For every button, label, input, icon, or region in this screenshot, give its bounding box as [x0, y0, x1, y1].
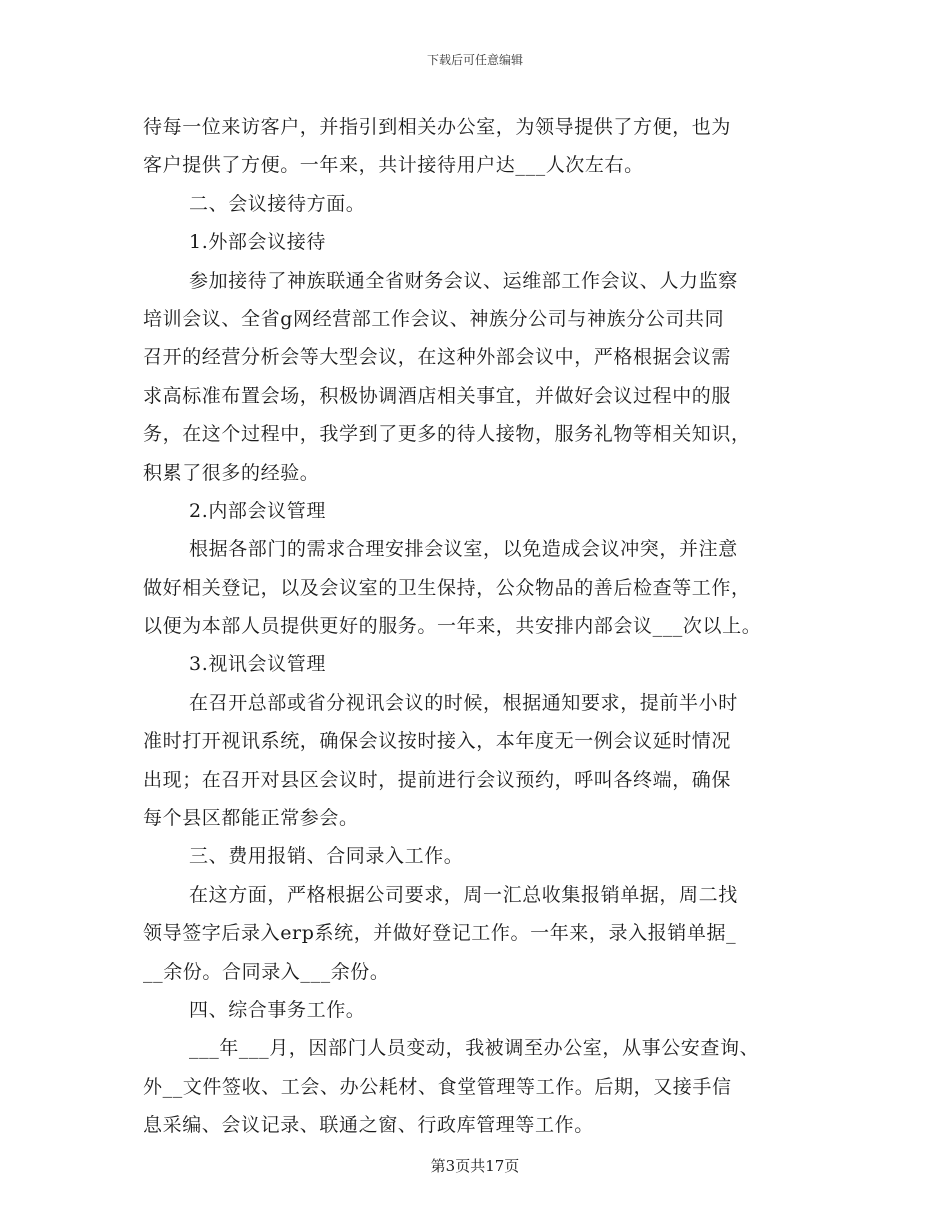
section-heading: 三、费用报销、合同录入工作。 — [189, 845, 464, 868]
body-line: 求高标准布置会场，积极协调酒店相关事宜，并做好会议过程中的服 — [143, 384, 732, 407]
paragraph-first-line: 根据各部门的需求合理安排会议室，以免造成会议冲突，并注意 — [189, 538, 738, 561]
body-line: 客户提供了方便。一年来，共计接待用户达___人次左右。 — [143, 154, 644, 177]
body-line: 做好相关登记，以及会议室的卫生保持，公众物品的善后检查等工作， — [143, 576, 751, 599]
subsection-heading: 3.视讯会议管理 — [189, 653, 326, 676]
paragraph-first-line: 在召开总部或省分视讯会议的时候，根据通知要求，提前半小时 — [189, 691, 738, 714]
section-heading: 二、会议接待方面。 — [189, 192, 366, 215]
body-line: 领导签字后录入erp系统，并做好登记工作。一年来，录入报销单据_ — [143, 922, 737, 945]
body-line: 外__文件签收、工会、办公耗材、食堂管理等工作。后期，又接手信 — [143, 1075, 732, 1098]
body-line: 务，在这个过程中，我学到了更多的待人接物，服务礼物等相关知识， — [143, 423, 751, 446]
paragraph-first-line: ___年___月，因部门人员变动，我被调至办公室，从事公安查询、 — [189, 1037, 760, 1060]
body-line: 待每一位来访客户，并指引到相关办公室，为领导提供了方便，也为 — [143, 116, 732, 138]
page-header: 下载后可任意编辑 — [426, 53, 523, 67]
section-heading: 四、综合事务工作。 — [189, 998, 366, 1021]
body-line: 每个县区都能正常参会。 — [143, 807, 359, 830]
page-number: 第3页共17页 — [430, 1157, 520, 1175]
body-line: 出现；在召开对县区会议时，提前进行会议预约，呼叫各终端，确保 — [143, 768, 732, 791]
body-line: 召开的经营分析会等大型会议，在这种外部会议中，严格根据会议需 — [143, 346, 732, 369]
paragraph-first-line: 参加接待了神族联通全省财务会议、运维部工作会议、人力监察 — [189, 269, 738, 292]
body-line: 息采编、会议记录、联通之窗、行政库管理等工作。 — [143, 1114, 594, 1137]
body-line: __余份。合同录入___余份。 — [143, 960, 390, 983]
body-line: 准时打开视讯系统，确保会议按时接入，本年度无一例会议延时情况 — [143, 730, 732, 753]
body-line: 培训会议、全省g网经营部工作会议、神族分公司与神族分公司共同 — [143, 307, 725, 330]
body-line: 积累了很多的经验。 — [143, 461, 320, 484]
body-line: 以便为本部人员提供更好的服务。一年来，共安排内部会议___次以上。 — [143, 615, 762, 638]
subsection-heading: 1.外部会议接待 — [189, 231, 326, 254]
document-body — [143, 108, 808, 1145]
paragraph-first-line: 在这方面，严格根据公司要求，周一汇总收集报销单据，周二找 — [189, 883, 738, 906]
subsection-heading: 2.内部会议管理 — [189, 499, 326, 522]
